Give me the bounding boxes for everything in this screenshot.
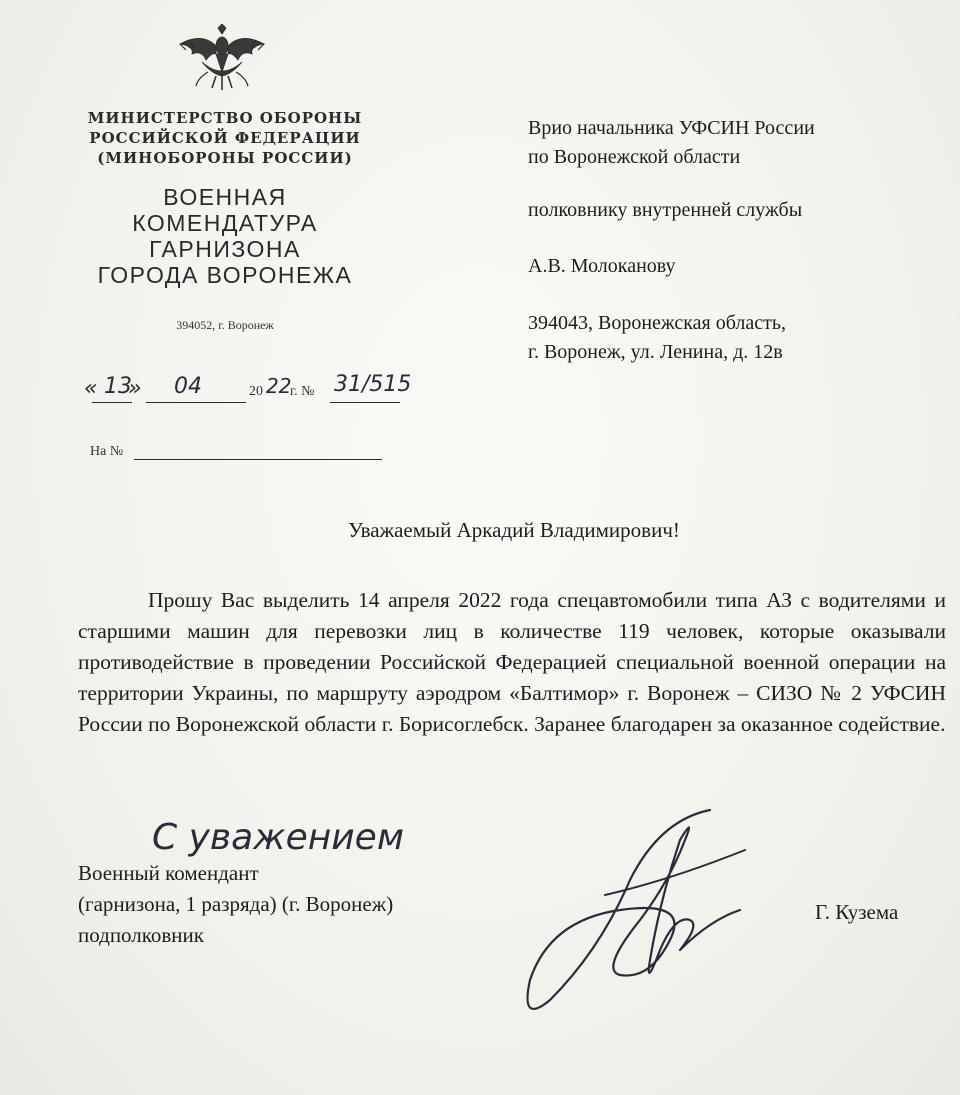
doc-number: 31/515 xyxy=(334,372,412,397)
handwritten-regards xyxy=(150,805,500,865)
date-year-suffix: 22 xyxy=(266,374,292,398)
unit-name-line2: КОМЕНДАТУРА xyxy=(132,210,318,236)
ministry-name-line2: РОССИЙСКОЙ ФЕДЕРАЦИИ xyxy=(89,129,361,147)
recipient-line3: полковнику внутренней службы xyxy=(528,199,803,221)
date-month-underline xyxy=(146,402,246,403)
recipient-name: А.В. Молоканову xyxy=(528,255,676,277)
date-close-quote: » xyxy=(128,376,142,401)
signer-rank: подполковник xyxy=(78,923,204,947)
unit-name-line4: ГОРОДА ВОРОНЕЖА xyxy=(97,262,353,288)
recipient-address-line2: г. Воронеж, ул. Ленина, д. 12в xyxy=(528,341,783,363)
recipient-line2: по Воронежской области xyxy=(528,146,741,168)
date-open-quote: « xyxy=(84,376,98,401)
signer-block xyxy=(78,858,393,951)
date-day-underline xyxy=(92,402,132,403)
eagle-emblem-icon xyxy=(172,24,272,104)
signer-name: Г. Кузема xyxy=(815,900,899,924)
recipient-address-line1: 394043, Воронежская область, xyxy=(528,312,787,334)
handwritten-signature xyxy=(510,800,760,1030)
signer-position-line2: (гарнизона, 1 разряда) (г. Воронеж) xyxy=(78,892,394,916)
date-month: 04 xyxy=(174,374,202,399)
doc-number-label: г. № xyxy=(290,384,315,399)
letter-body: Прошу Вас выделить 14 апреля 2022 года спецавтомобили типа АЗ с водителями и старшими машин для перевозки лиц в количестве 119 человек, которые оказывали противодействие в проведении Российской Федерацией специальной военной операции на территории Украины, по маршруту аэродром «Балтимор» г. Воронеж – СИЗО № 2 УФСИН России по Воронежской области г. Борисоглебск. Заранее благодарен за оказанное содействие. xyxy=(78,588,946,736)
date-year-prefix: 20 xyxy=(249,384,263,399)
signer-position-line1: Военный комендант xyxy=(78,861,259,885)
reply-ref-underline xyxy=(134,459,382,460)
handwritten-regards-text: С уважением xyxy=(152,817,404,858)
salutation: Уважаемый Аркадий Владимирович! xyxy=(348,518,680,542)
sender-city-code: 394052, г. Воронеж xyxy=(176,318,274,332)
unit-name-line1: ВОЕННАЯ xyxy=(163,184,287,210)
doc-number-underline xyxy=(330,402,400,403)
unit-name-line3: ГАРНИЗОНА xyxy=(149,236,301,262)
recipient-line1: Врио начальника УФСИН России xyxy=(528,117,815,139)
ministry-name-line3: (МИНОБОРОНЫ РОССИИ) xyxy=(97,149,353,167)
ministry-name-line1: МИНИСТЕРСТВО ОБОРОНЫ xyxy=(87,109,363,127)
date-day: 13 xyxy=(104,374,132,399)
reply-ref-label: На № xyxy=(90,444,124,459)
